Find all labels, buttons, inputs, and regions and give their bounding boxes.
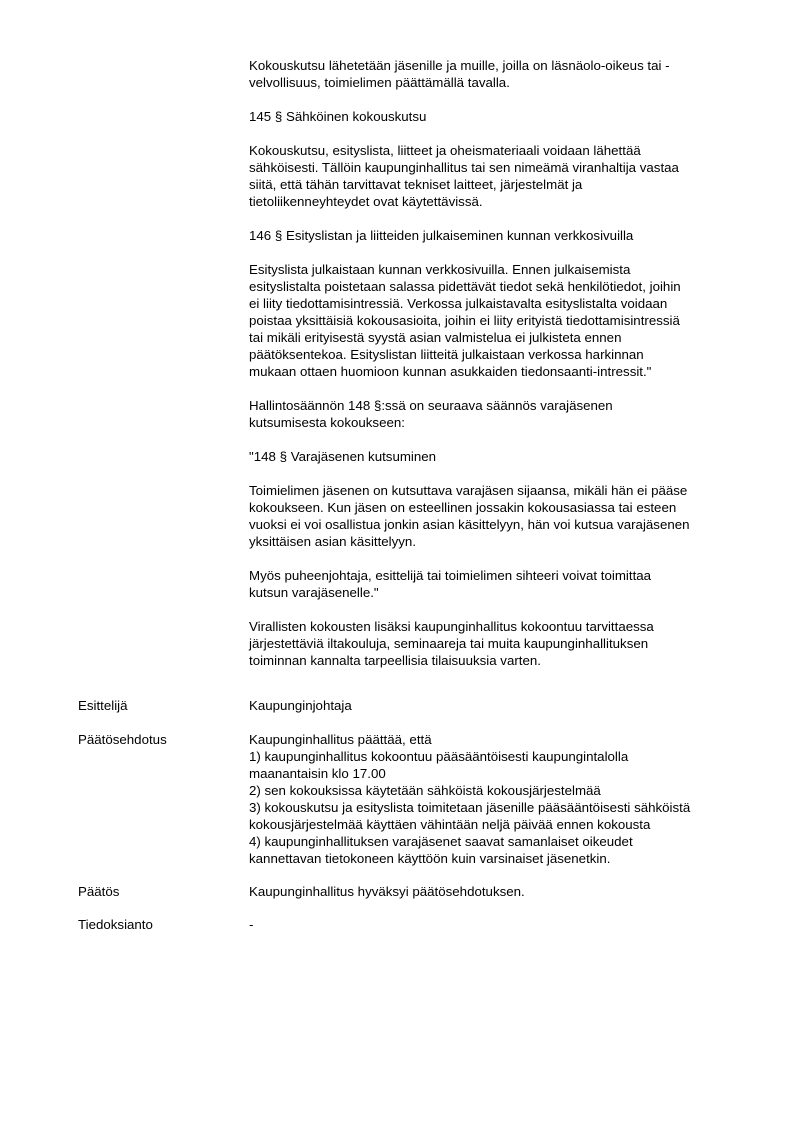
text-line: velvollisuus, toimielimen päättämällä tavalla. xyxy=(249,75,510,90)
row-content xyxy=(249,883,749,900)
paragraph-evening-sessions xyxy=(249,618,749,669)
paragraph-148-intro xyxy=(249,397,749,431)
text-line: Kaupunginhallitus päättää, että xyxy=(249,732,432,747)
text-line: kokoukseen. Kun jäsen on esteellinen jossakin kokousasiassa tai esteen xyxy=(249,500,677,515)
section-heading-146 xyxy=(249,227,749,244)
paragraph-chair-secretary xyxy=(249,567,749,601)
text-line: yksittäisen asian käsittelyyn. xyxy=(249,534,417,549)
text-line: järjestettäviä iltakouluja, seminaareja tai muita kaupunginhallituksen xyxy=(249,636,649,651)
paragraph-electronic-invitation xyxy=(249,142,749,210)
text-line: siitä, että tähän tarvittavat tekniset laitteet, järjestelmät ja xyxy=(249,177,583,192)
text-line: tai mikäli erityisestä syystä asian valmistelua ei julkisteta ennen xyxy=(249,330,622,345)
text-line: Esityslista julkaistaan kunnan verkkosivuilla. Ennen julkaisemista xyxy=(249,262,631,277)
paragraph-agenda-publication xyxy=(249,261,749,380)
text-line: Myös puheenjohtaja, esittelijä tai toimielimen sihteeri voivat toimittaa xyxy=(249,568,652,583)
row-content xyxy=(249,731,749,867)
text-line: päätöksentekoa. Esityslistan liitteitä julkaistaan verkossa harkinnan xyxy=(249,347,644,362)
paragraph-substitute-invitation xyxy=(249,482,749,550)
row-label: Tiedoksianto xyxy=(78,917,153,932)
text-line: vuoksi ei voi osallistua jonkin asian käsittelyyn, hän voi kutsua varajäsenen xyxy=(249,517,690,532)
text-line: mukaan ottaen huomioon kunnan asukkaiden tiedonsaanti-intressit." xyxy=(249,364,652,379)
text-line: ei liity tiedottamisintressiä. Verkossa julkaistavalta esityslistalta voidaan xyxy=(249,296,668,311)
text-line: - xyxy=(249,917,254,932)
text-line: Kokouskutsu, esityslista, liitteet ja oheismateriaali voidaan lähettää xyxy=(249,143,641,158)
text-line: kokousjärjestelmää käyttäen vähintään neljä päivää ennen kokousta xyxy=(249,817,651,832)
text-line: 1) kaupunginhallitus kokoontuu pääsääntöisesti kaupungintalolla xyxy=(249,749,629,764)
text-line: Virallisten kokousten lisäksi kaupunginhallitus kokoontuu tarvittaessa xyxy=(249,619,654,634)
section-heading-145 xyxy=(249,108,749,125)
row-label: Päätösehdotus xyxy=(78,732,167,747)
row-content xyxy=(249,697,749,714)
body-text xyxy=(249,57,749,686)
heading-text: 146 § Esityslistan ja liitteiden julkaiseminen kunnan verkkosivuilla xyxy=(249,228,634,243)
section-heading-148 xyxy=(249,448,749,465)
text-line: 3) kokouskutsu ja esityslista toimitetaan jäsenille pääsääntöisesti sähköistä xyxy=(249,800,691,815)
row-label: Esittelijä xyxy=(78,698,128,713)
text-line: 4) kaupunginhallituksen varajäsenet saavat samanlaiset oikeudet xyxy=(249,834,633,849)
heading-text: 145 § Sähköinen kokouskutsu xyxy=(249,109,427,124)
text-line: sähköisesti. Tällöin kaupunginhallitus tai sen nimeämä viranhaltija vastaa xyxy=(249,160,679,175)
text-line: poistaa yksittäisiä kokousasioita, joihin ei liity erityistä tiedottamisintressiä xyxy=(249,313,680,328)
text-line: kannettavan tietokoneen käyttöön kuin varsinaiset jäsenetkin. xyxy=(249,851,611,866)
text-line: maanantaisin klo 17.00 xyxy=(249,766,386,781)
text-line: Kaupunginjohtaja xyxy=(249,698,352,713)
text-line: kutsumisesta kokoukseen: xyxy=(249,415,405,430)
text-line: Kaupunginhallitus hyväksyi päätösehdotuksen. xyxy=(249,884,525,899)
row-content xyxy=(249,916,749,933)
text-line: tietoliikenneyhteydet ovat käytettävissä. xyxy=(249,194,483,209)
heading-text: "148 § Varajäsenen kutsuminen xyxy=(249,449,437,464)
text-line: kutsun varajäsenelle." xyxy=(249,585,379,600)
text-line: esityslistalta poistetaan salassa pidettävät tiedot sekä henkilötiedot, joihin xyxy=(249,279,681,294)
paragraph-invitation-delivery xyxy=(249,57,749,91)
text-line: Toimielimen jäsenen on kutsuttava varajäsen sijaansa, mikäli hän ei pääse xyxy=(249,483,688,498)
text-line: Kokouskutsu lähetetään jäsenille ja muille, joilla on läsnäolo-oikeus tai - xyxy=(249,58,670,73)
text-line: toiminnan kannalta tarpeellisia tilaisuuksia varten. xyxy=(249,653,541,668)
row-label: Päätös xyxy=(78,884,120,899)
text-line: 2) sen kokouksissa käytetään sähköistä kokousjärjestelmää xyxy=(249,783,601,798)
text-line: Hallintosäännön 148 §:ssä on seuraava säännös varajäsenen xyxy=(249,398,613,413)
